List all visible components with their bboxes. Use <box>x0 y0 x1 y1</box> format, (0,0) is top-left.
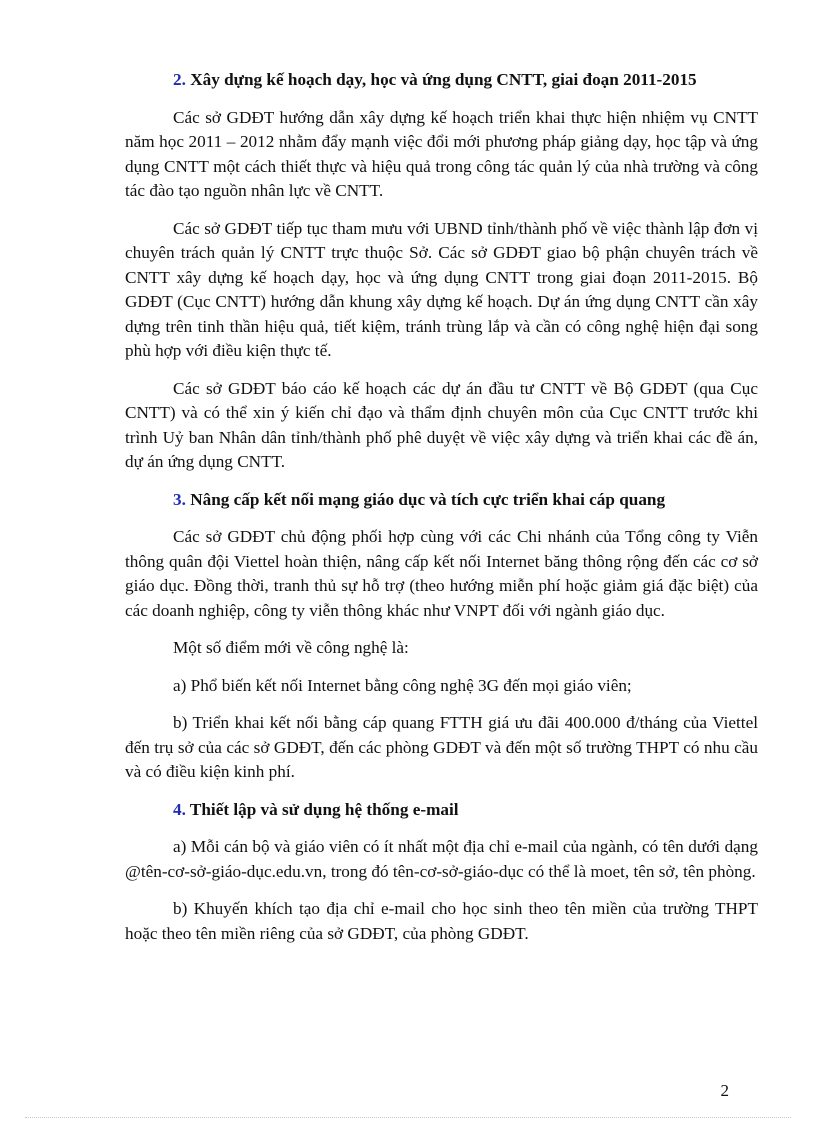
section-number: 3. <box>173 489 186 509</box>
section-heading-2 <box>125 68 758 93</box>
section-title: Thiết lập và sử dụng hệ thống e-mail <box>189 799 459 819</box>
document-body <box>125 68 758 959</box>
paragraph: Các sở GDĐT hướng dẫn xây dựng kế hoạch triển khai thực hiện nhiệm vụ CNTT năm học 2011 – 2012 nhằm đẩy mạnh việc đổi mới phương pháp giảng dạy, học tập và ứng dụng CNTT một cách thiết thực và hiệu quả trong công tác quản lý của nhà trường và công tác đào tạo nguồn nhân lực về CNTT. <box>125 107 758 200</box>
section-title: Xây dựng kế hoạch dạy, học và ứng dụng CNTT, giai đoạn 2011-2015 <box>190 70 697 89</box>
footer-divider <box>25 1117 791 1118</box>
section-heading-4 <box>125 798 758 823</box>
list-item-b: b) Triển khai kết nối bằng cáp quang FTTH giá ưu đãi 400.000 đ/tháng của Viettel đến trụ sở của các sở GDĐT, đến các phòng GDĐT và đến một số trường THPT có nhu cầu và có điều kiện kinh phí. <box>125 713 758 781</box>
page-number: 2 <box>720 1081 729 1100</box>
list-item-a: a) Phổ biến kết nối Internet bằng công nghệ 3G đến mọi giáo viên; <box>173 675 632 695</box>
section-number: 4. <box>173 799 186 819</box>
section-number: 2. <box>173 70 186 89</box>
paragraph: Các sở GDĐT tiếp tục tham mưu với UBND tỉnh/thành phố về việc thành lập đơn vị chuyên trách quản lý CNTT trực thuộc Sở. Các sở GDĐT giao bộ phận chuyên trách về CNTT xây dựng kế hoạch dạy, học và ứng dụng CNTT trong giai đoạn 2011-2015. Bộ GDĐT (Cục CNTT) hướng dẫn khung xây dựng kế hoạch. Dự án ứng dụng CNTT cần xây dựng trên tinh thần hiệu quả, tiết kiệm, tránh trùng lắp và cần có công nghệ hiện đại song phù hợp với điều kiện thực tế. <box>125 218 758 360</box>
paragraph: Các sở GDĐT báo cáo kế hoạch các dự án đầu tư CNTT về Bộ GDĐT (qua Cục CNTT) và có thể xin ý kiến chỉ đạo và thẩm định chuyên môn của Cục CNTT trước khi trình Uỷ ban Nhân dân tỉnh/thành phố phê duyệt về việc xây dựng và triển khai các đề án, dự án ứng dụng CNTT. <box>125 378 758 471</box>
paragraph: Các sở GDĐT chủ động phối hợp cùng với các Chi nhánh của Tổng công ty Viễn thông quân đội Viettel hoàn thiện, nâng cấp kết nối Internet băng thông rộng đến các cơ sở giáo dục. Đồng thời, tranh thủ sự hỗ trợ (theo hướng miễn phí hoặc giảm giá đặc biệt) của các doanh nghiệp, công ty viễn thông khác như VNPT đối với ngành giáo dục. <box>125 527 758 620</box>
paragraph: Một số điểm mới về công nghệ là: <box>173 638 409 657</box>
section-title: Nâng cấp kết nối mạng giáo dục và tích cực triển khai cáp quang <box>190 489 666 509</box>
list-item-b: b) Khuyến khích tạo địa chỉ e-mail cho học sinh theo tên miền của trường THPT hoặc theo tên miền riêng của sở GDĐT, của phòng GDĐT. <box>125 899 758 943</box>
list-item-a: a) Mỗi cán bộ và giáo viên có ít nhất một địa chỉ e-mail của ngành, có tên dưới dạng @tên-cơ-sở-giáo-dục.edu.vn, trong đó tên-cơ-sở-giáo-dục có thể là moet, tên sở, tên phòng. <box>125 837 758 881</box>
section-heading-3 <box>125 488 758 513</box>
